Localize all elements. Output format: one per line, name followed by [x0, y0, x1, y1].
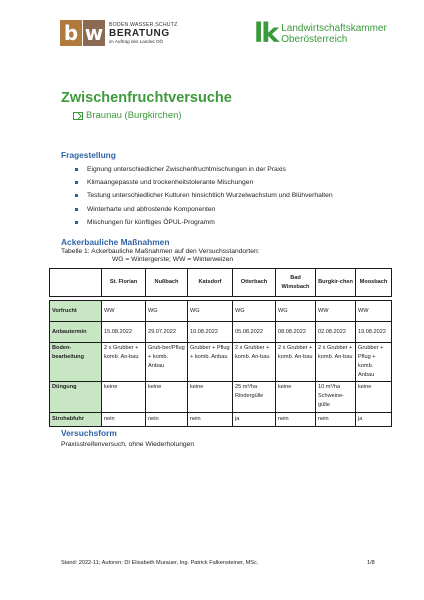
bw-logo-b: b: [60, 20, 82, 46]
table-cell: 02.08.2022: [316, 322, 356, 343]
table-cell: WG: [146, 301, 188, 322]
bw-logo-line3: im Auftrag des Landes OÖ: [109, 39, 164, 44]
bw-logo-line1: BODEN.WASSER.SCHUTZ: [109, 22, 178, 28]
row-label: Boden-bearbeitung: [50, 343, 102, 382]
table-cell: 08.08.2022: [276, 322, 316, 343]
table-cell: 10 m³/ha Schweine-gülle: [316, 382, 356, 413]
section-heading-fragestellung: Fragestellung: [61, 150, 116, 160]
list-item: Klimaangepasste und trockenheitstolerante Mischungen: [75, 176, 333, 189]
table-cell: nein: [316, 413, 356, 427]
lk-logo-line1: Landwirtschaftskammer: [281, 23, 387, 34]
row-label: Strohabfuhr: [50, 413, 102, 427]
table-cell: Grubber + Pflug + komb. Anbau: [356, 343, 392, 382]
bw-logo-w: w: [84, 21, 104, 45]
table-cell: WW: [356, 301, 392, 322]
table-cell: WG: [188, 301, 233, 322]
list-item: Testung unterschiedlicher Kulturen hinsichtlich Wurzelwachstum und Blühverhalten: [75, 189, 333, 202]
table-cell: nein: [188, 413, 233, 427]
section-heading-versuchsform: Versuchsform: [61, 428, 117, 438]
table-cell: 2 x Grubber + komb. An-bau: [102, 343, 146, 382]
bw-logo-line2: BERATUNG: [109, 28, 170, 39]
lk-logo: [254, 19, 387, 49]
table-row: [50, 413, 392, 427]
lk-logo-text: [281, 23, 387, 45]
table-header-cell: Katsdorf: [188, 269, 233, 297]
table-cell: WG: [233, 301, 276, 322]
table-cell: keine: [102, 382, 146, 413]
table-cell: nein: [102, 413, 146, 427]
table-cell: keine: [188, 382, 233, 413]
table-row: [50, 322, 392, 343]
table-cell: Grubber + Pflug + komb. Anbau: [188, 343, 233, 382]
checkbox-arrow-icon: [73, 112, 83, 120]
bw-logo: [60, 20, 177, 46]
table-header-cell: Burgkir-chen: [316, 269, 356, 297]
table-cell: 29.07.2022: [146, 322, 188, 343]
page-subtitle: [73, 110, 182, 121]
table-cell: ja: [356, 413, 392, 427]
row-label: Anbautermin: [50, 322, 102, 343]
table-cell: 2 x Grubber + komb. An-bau: [233, 343, 276, 382]
table-header-cell: St. Florian: [102, 269, 146, 297]
list-item: Eignung unterschiedlicher Zwischenfruchtmischungen in der Praxis: [75, 163, 333, 176]
table-caption-line2: WG = Wintergerste; WW = Winterweizen: [112, 256, 234, 264]
table-caption: [61, 248, 260, 265]
table-cell: keine: [356, 382, 392, 413]
table-cell: ja: [233, 413, 276, 427]
bw-logo-text: [109, 20, 177, 46]
table-header-cell: Nußbach: [146, 269, 188, 297]
table-header-cell: Moosbach: [356, 269, 392, 297]
table-row: [50, 301, 392, 322]
table-cell: Grub-ber/Pflug + komb. Anbau: [146, 343, 188, 382]
table-header-row: [50, 269, 392, 297]
lk-logo-mark: lk: [254, 18, 278, 49]
table-cell: 15.08.2022: [102, 322, 146, 343]
subtitle-text: Braunau (Burgkirchen): [86, 110, 182, 121]
footer-text: Stand: 2022-11; Autoren: DI Elisabeth Murauer, Ing. Patrick Falkensteiner, MSc.: [61, 560, 259, 566]
page-number: 1/8: [367, 560, 375, 566]
table-cell: 10.08.2022: [188, 322, 233, 343]
table-cell: WG: [276, 301, 316, 322]
table-cell: keine: [146, 382, 188, 413]
lk-logo-line2: Oberösterreich: [281, 34, 348, 45]
table-cell: 19.08.2022: [356, 322, 392, 343]
table-cell: nein: [146, 413, 188, 427]
table-header-cell: Otterbach: [233, 269, 276, 297]
page-title: Zwischenfruchtversuche: [61, 90, 232, 106]
table-cell: 25 m³/ha Rindergülle: [233, 382, 276, 413]
table-cell: 2 x Grubber + komb. An-bau: [316, 343, 356, 382]
table-header-cell: [50, 269, 102, 297]
table-cell: 2 x Grubber + komb. An-bau: [276, 343, 316, 382]
measures-table: [49, 268, 392, 427]
fragestellung-list: [75, 163, 333, 229]
table-cell: WW: [102, 301, 146, 322]
table-cell: WW: [316, 301, 356, 322]
section-heading-massnahmen: Ackerbauliche Maßnahmen: [61, 237, 170, 247]
table-cell: 05.08.2022: [233, 322, 276, 343]
table-cell: nein: [276, 413, 316, 427]
table-row: [50, 382, 392, 413]
table-header-cell: Bad Wimsbach: [276, 269, 316, 297]
row-label: Vorfrucht: [50, 301, 102, 322]
table-cell: keine: [276, 382, 316, 413]
list-item: Mischungen für künftiges ÖPUL-Programm: [75, 216, 333, 229]
list-item: Winterharte und abfrostende Komponenten: [75, 203, 333, 216]
table-row: [50, 343, 392, 382]
table-caption-line1: Tabelle 1: Ackerbauliche Maßnahmen auf den Versuchsstandorten:: [61, 248, 260, 255]
versuchsform-text: Praxisstreifenversuch, ohne Wiederholungen: [61, 441, 195, 448]
row-label: Düngung: [50, 382, 102, 413]
